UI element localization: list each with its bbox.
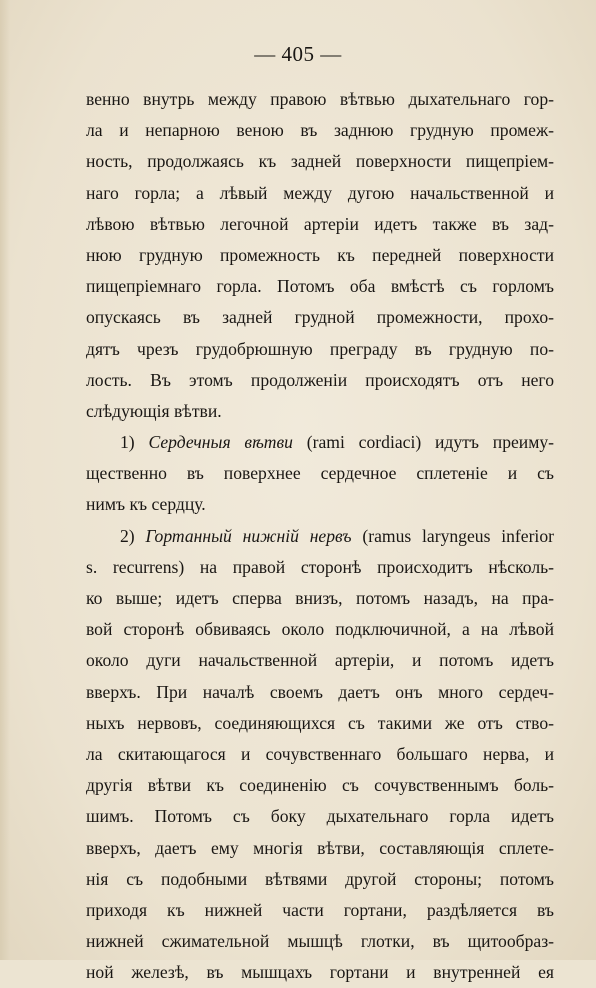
text-line: наго горла; а лѣвый между дугою начальственной и (86, 182, 554, 203)
text-line: лость. Въ этомъ продолженіи происходятъ отъ него (86, 369, 554, 390)
italic-term: Сердечныя вѣтви (148, 432, 293, 453)
text-line: опускаясь въ задней грудной промежности, прохо- (86, 307, 554, 328)
text-line: ла и непарною веною въ заднюю грудную промеж- (86, 120, 554, 141)
text-line: лѣвою вѣтвью легочной артеріи идетъ также въ зад- (86, 213, 554, 234)
text-line: другія вѣтви къ соединенію съ сочувственнымъ боль- (86, 775, 554, 796)
text-line: ко выше; идетъ сперва внизъ, потомъ назадъ, на пра- (86, 588, 554, 608)
text-line: нимъ къ сердцу. (86, 494, 206, 515)
text-line: пищепріемнаго горла. Потомъ оба вмѣстѣ съ горломъ (86, 276, 554, 297)
text-line: ла скитающагося и сочувственнаго большаго нерва, и (86, 743, 554, 764)
text-line: ныхъ нервовъ, соединяющихся съ такими же отъ ство- (86, 712, 554, 733)
list-item-heading: 1) Сердечныя вѣтви (rami cordiaci) идутъ преиму- (120, 432, 555, 453)
list-item-heading: 2) Гортанный нижній нервъ (ramus laryngeus inferior (120, 525, 554, 546)
text-line: шимъ. Потомъ съ боку дыхательнаго горла идетъ (86, 806, 554, 827)
body-text (86, 84, 554, 988)
page-number: — 405 — (254, 42, 342, 66)
text-line: приходя къ нижней части гортани, раздѣляется въ (86, 899, 554, 920)
text-line: нія съ подобными вѣтвями другой стороны; потомъ (86, 868, 554, 889)
text-line: ность, продолжаясь къ задней поверхности пищепріем- (86, 151, 554, 172)
page-edge-shadow (0, 0, 10, 960)
text-line: нижней сжимательной мышцѣ глотки, въ щитообраз- (86, 931, 554, 952)
text-line: вверхъ. При началѣ своемъ даетъ онъ много сердеч- (86, 681, 554, 702)
text-line: венно внутрь между правою вѣтвью дыхательнаго гор- (86, 89, 554, 109)
text-line: s. recurrens) на правой сторонѣ происходитъ нѣсколь- (86, 556, 554, 577)
text-line: около дуги начальственной артеріи, и потомъ идетъ (86, 650, 554, 671)
text-line: ной железѣ, въ мышцахъ гортани и внутренней ея (86, 962, 554, 983)
text-line: щественно въ поверхнее сердечное сплетеніе и съ (86, 463, 554, 484)
text-line: дятъ чрезъ грудобрюшную преграду въ грудную по- (86, 338, 554, 359)
text-line: слѣдующія вѣтви. (86, 400, 222, 421)
text-line: вой сторонѣ обвиваясь около подключичной, а на лѣвой (86, 619, 554, 640)
italic-term: Гортанный нижній нервъ (145, 525, 352, 546)
text-line: нюю грудную промежность къ передней поверхности (86, 244, 554, 265)
text-line: вверхъ, даетъ ему многія вѣтви, составляющія сплете- (86, 837, 554, 858)
